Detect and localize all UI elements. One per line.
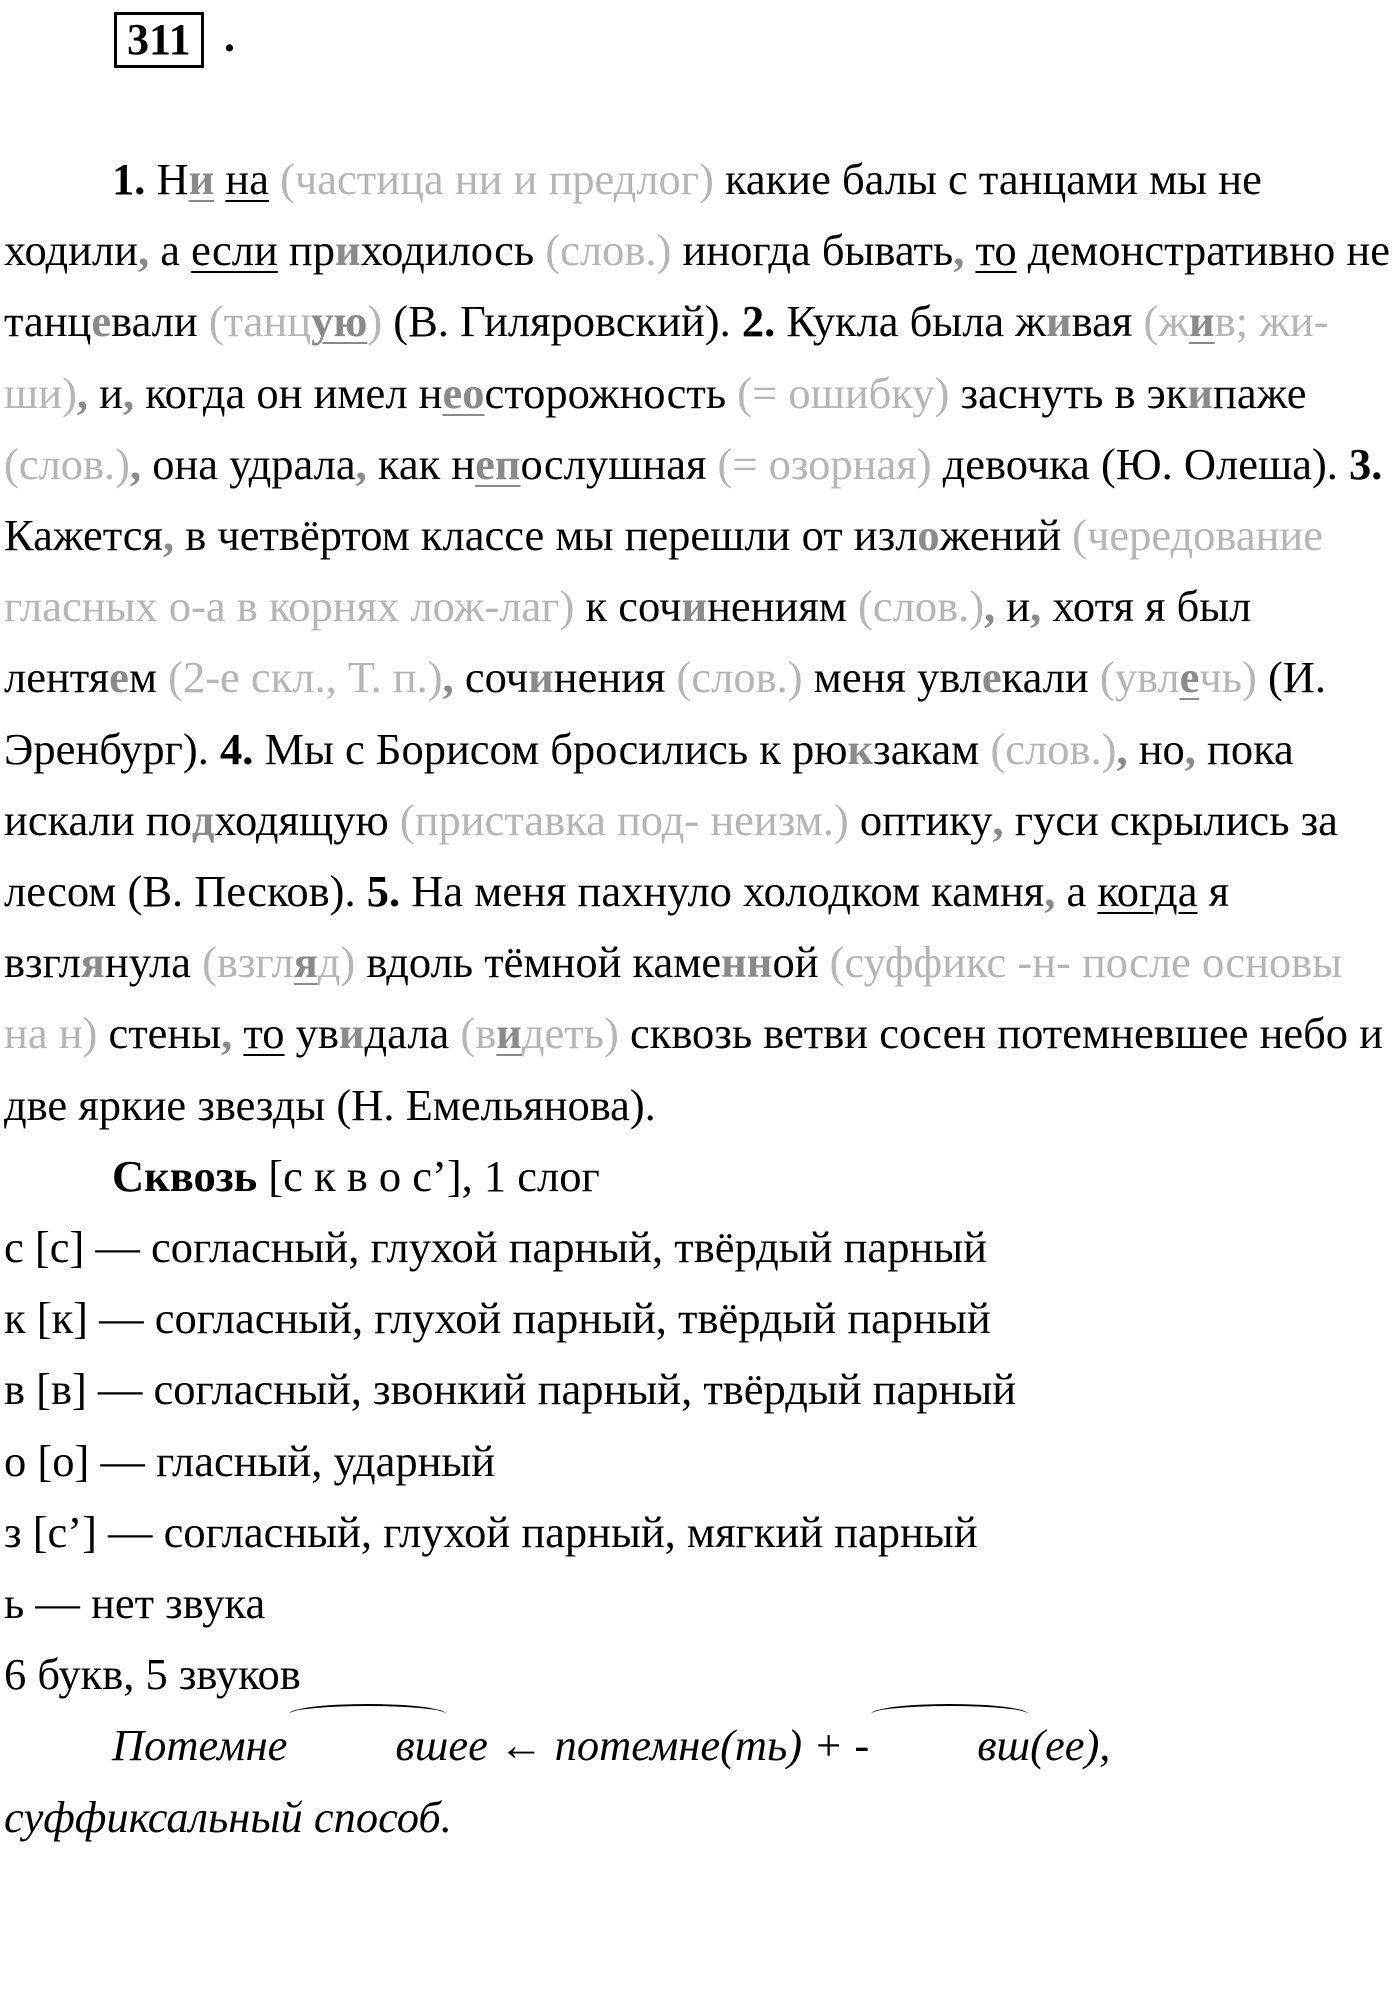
- text-segment: кали: [1001, 652, 1100, 703]
- text-segment: Кажется: [4, 510, 163, 561]
- text-segment: вдоль тёмной каме: [355, 937, 722, 988]
- morph-suffix-arc: вш: [869, 1710, 1030, 1781]
- text-segment: [214, 154, 225, 204]
- morph-suffix-arc: вш: [287, 1710, 448, 1781]
- phonetic-word: Сквозь: [112, 1150, 258, 1201]
- text-segment: (чередование гласных о-а в корнях лож-лаг): [4, 510, 1323, 632]
- text-segment: ,: [992, 794, 1004, 845]
- text-segment: если: [191, 225, 278, 276]
- text-segment: ,: [129, 438, 142, 489]
- text-segment: (слов.): [4, 438, 130, 489]
- text-segment: Мы с Борисом бросились к рю: [253, 723, 848, 774]
- text-segment: сторожность: [484, 367, 738, 418]
- text-segment: ,: [1116, 723, 1128, 774]
- morph-word-base: Потемне: [112, 1720, 288, 1771]
- phonetic-line: о [о] — гласный, ударный: [4, 1435, 496, 1486]
- text-segment: 2.: [741, 296, 776, 347]
- text-segment: ): [367, 296, 383, 347]
- exercise-text: [4, 144, 1396, 1853]
- text-segment: нн: [721, 937, 773, 988]
- text-segment: хотя я был лентя: [4, 581, 1252, 703]
- text-segment: (приставка под- неизм.): [399, 794, 849, 845]
- text-segment: [269, 154, 280, 204]
- exercise-number: 311: [114, 12, 204, 68]
- text-segment: [964, 225, 975, 275]
- text-segment: меня увл: [802, 652, 982, 703]
- text-segment: вали: [111, 296, 209, 347]
- text-segment: и: [1189, 296, 1215, 347]
- morph-method: суффиксальный способ.: [4, 1791, 452, 1842]
- text-segment: то: [243, 1008, 285, 1059]
- text-segment: девочка (Ю. Олеша).: [931, 438, 1350, 489]
- text-segment: Н: [145, 154, 189, 204]
- text-segment: (частица ни и предлог): [280, 154, 714, 204]
- text-segment: я: [293, 937, 318, 988]
- text-segment: 1.: [112, 154, 146, 204]
- text-segment: ,: [1184, 723, 1196, 774]
- text-segment: оптику: [848, 794, 993, 845]
- phonetic-line: с [с] — согласный, глухой парный, твёрдый парный: [4, 1222, 987, 1273]
- text-segment: деть): [521, 1008, 619, 1059]
- text-segment: сквозь ветви сосен потемневшее небо и две яркие звезды (Н. Емельянова).: [4, 1008, 1383, 1130]
- text-segment: е: [91, 296, 112, 347]
- text-segment: стены: [97, 1008, 222, 1059]
- text-segment: закам: [873, 723, 991, 774]
- text-segment: на: [225, 154, 269, 204]
- text-segment: (в: [460, 1008, 497, 1059]
- text-segment: ,: [221, 1008, 233, 1059]
- phonetic-line: в [в] — согласный, звонкий парный, твёрдый парный: [4, 1364, 1017, 1415]
- text-segment: (ж: [1143, 296, 1190, 347]
- text-segment: е: [981, 652, 1002, 703]
- text-segment: ,: [355, 438, 367, 489]
- text-segment: дала: [364, 1008, 461, 1059]
- text-segment: д: [191, 794, 215, 845]
- text-segment: (= озорная): [717, 438, 932, 489]
- text-segment: ,: [442, 652, 454, 703]
- text-segment: какие балы с танцами мы не ходили: [4, 154, 1262, 276]
- text-segment: и: [681, 581, 708, 632]
- text-segment: ,: [1044, 866, 1056, 917]
- phonetic-line: к [к] — согласный, глухой парный, твёрдый парный: [4, 1293, 991, 1344]
- text-segment: 4.: [219, 723, 254, 774]
- main-paragraph: [4, 144, 1396, 1141]
- text-segment: м: [128, 652, 169, 703]
- text-segment: ,: [76, 367, 89, 418]
- text-segment: ,: [1030, 581, 1042, 632]
- text-segment: а: [1055, 866, 1098, 917]
- text-segment: ую: [311, 296, 368, 347]
- text-segment: ,: [162, 510, 175, 561]
- text-segment: гуси скрылись за лесом (В. Песков).: [4, 794, 1338, 917]
- text-segment: е: [1179, 652, 1200, 703]
- text-segment: паже: [1213, 367, 1307, 418]
- text-segment: (В. Гиляровский).: [382, 296, 742, 347]
- text-segment: в; жи-ши): [4, 296, 1329, 418]
- text-segment: ослушная: [520, 438, 718, 489]
- text-segment: нения: [553, 652, 677, 703]
- text-segment: (увл: [1099, 652, 1180, 703]
- text-segment: к: [847, 723, 874, 774]
- text-segment: чь): [1199, 652, 1257, 703]
- text-segment: ув: [284, 1008, 339, 1059]
- text-segment: когда: [1097, 866, 1198, 917]
- morph-analysis: [4, 1710, 1396, 1781]
- text-segment: иногда бывать: [671, 225, 954, 276]
- text-segment: и: [334, 225, 361, 276]
- text-segment: пока искали по: [4, 723, 1294, 845]
- text-segment: она удрала: [141, 438, 356, 489]
- text-segment: (И. Эренбург).: [4, 652, 1327, 774]
- text-segment: д): [317, 937, 356, 988]
- text-segment: я взгл: [4, 866, 1230, 988]
- text-segment: (танц: [208, 296, 312, 347]
- text-segment: и: [496, 1008, 522, 1059]
- text-segment: то: [975, 225, 1017, 276]
- text-segment: (слов.): [676, 652, 803, 703]
- text-segment: (слов.): [858, 581, 985, 632]
- text-segment: (взгл: [202, 937, 294, 988]
- text-segment: и: [528, 652, 554, 703]
- text-segment: когда он имел н: [134, 367, 443, 418]
- text-segment: (= ошибку): [737, 367, 950, 418]
- text-segment: [232, 1008, 243, 1058]
- text-segment: о: [917, 510, 940, 561]
- text-segment: и: [188, 154, 215, 204]
- text-segment: и: [338, 1008, 365, 1059]
- text-segment: вая: [1071, 296, 1144, 347]
- phonetic-summary: 6 букв, 5 звуков: [4, 1649, 301, 1700]
- text-segment: нениям: [707, 581, 859, 632]
- text-segment: 3.: [1349, 438, 1383, 489]
- text-segment: пр: [277, 225, 335, 276]
- text-segment: заснуть в эк: [949, 367, 1188, 418]
- text-segment: ,: [122, 367, 135, 418]
- text-segment: (слов.): [545, 225, 672, 276]
- text-segment: нула: [104, 937, 203, 988]
- text-segment: в четвёртом классе мы перешли от изл: [174, 510, 918, 561]
- text-segment: к соч: [574, 581, 682, 632]
- phonetic-line: з [с’] — согласный, глухой парный, мягкий парный: [4, 1506, 978, 1557]
- text-segment: и: [1046, 296, 1072, 347]
- text-segment: ,: [953, 225, 965, 276]
- text-segment: ,: [984, 581, 996, 632]
- text-segment: (слов.): [990, 723, 1117, 774]
- text-segment: (2-е скл., Т. п.): [168, 652, 443, 703]
- phonetic-transcription: [с к в о с’], 1 слог: [257, 1150, 600, 1201]
- text-segment: (суффикс -н- после основы на н): [4, 937, 1343, 1059]
- text-segment: и: [88, 367, 123, 418]
- text-segment: ходилось: [360, 225, 546, 276]
- text-segment: ео: [442, 367, 485, 418]
- text-segment: но: [1127, 723, 1185, 774]
- phonetic-line: ь — нет звука: [4, 1578, 266, 1629]
- text-segment: и: [1187, 367, 1213, 418]
- morph-ending: (ее),: [1030, 1720, 1111, 1771]
- text-segment: е: [109, 652, 129, 703]
- text-segment: еп: [475, 438, 521, 489]
- phonetic-heading: [4, 1141, 1396, 1212]
- text-segment: ,: [138, 225, 150, 276]
- text-segment: 5.: [366, 866, 401, 917]
- text-segment: как н: [366, 438, 476, 489]
- text-segment: демонстративно не танц: [4, 225, 1390, 347]
- text-segment: Кукла была ж: [775, 296, 1047, 347]
- exercise-number-dot: .: [224, 12, 235, 61]
- text-segment: ходящую: [214, 794, 400, 845]
- text-segment: ой: [772, 937, 830, 988]
- text-segment: На меня пахнуло холодком камня: [400, 866, 1045, 917]
- text-segment: жений: [939, 510, 1073, 561]
- text-segment: а: [149, 225, 192, 276]
- text-segment: и: [995, 581, 1031, 632]
- text-segment: соч: [453, 652, 529, 703]
- text-segment: я: [80, 937, 105, 988]
- morph-formula: ее ← потемне(ть) + -: [448, 1720, 870, 1771]
